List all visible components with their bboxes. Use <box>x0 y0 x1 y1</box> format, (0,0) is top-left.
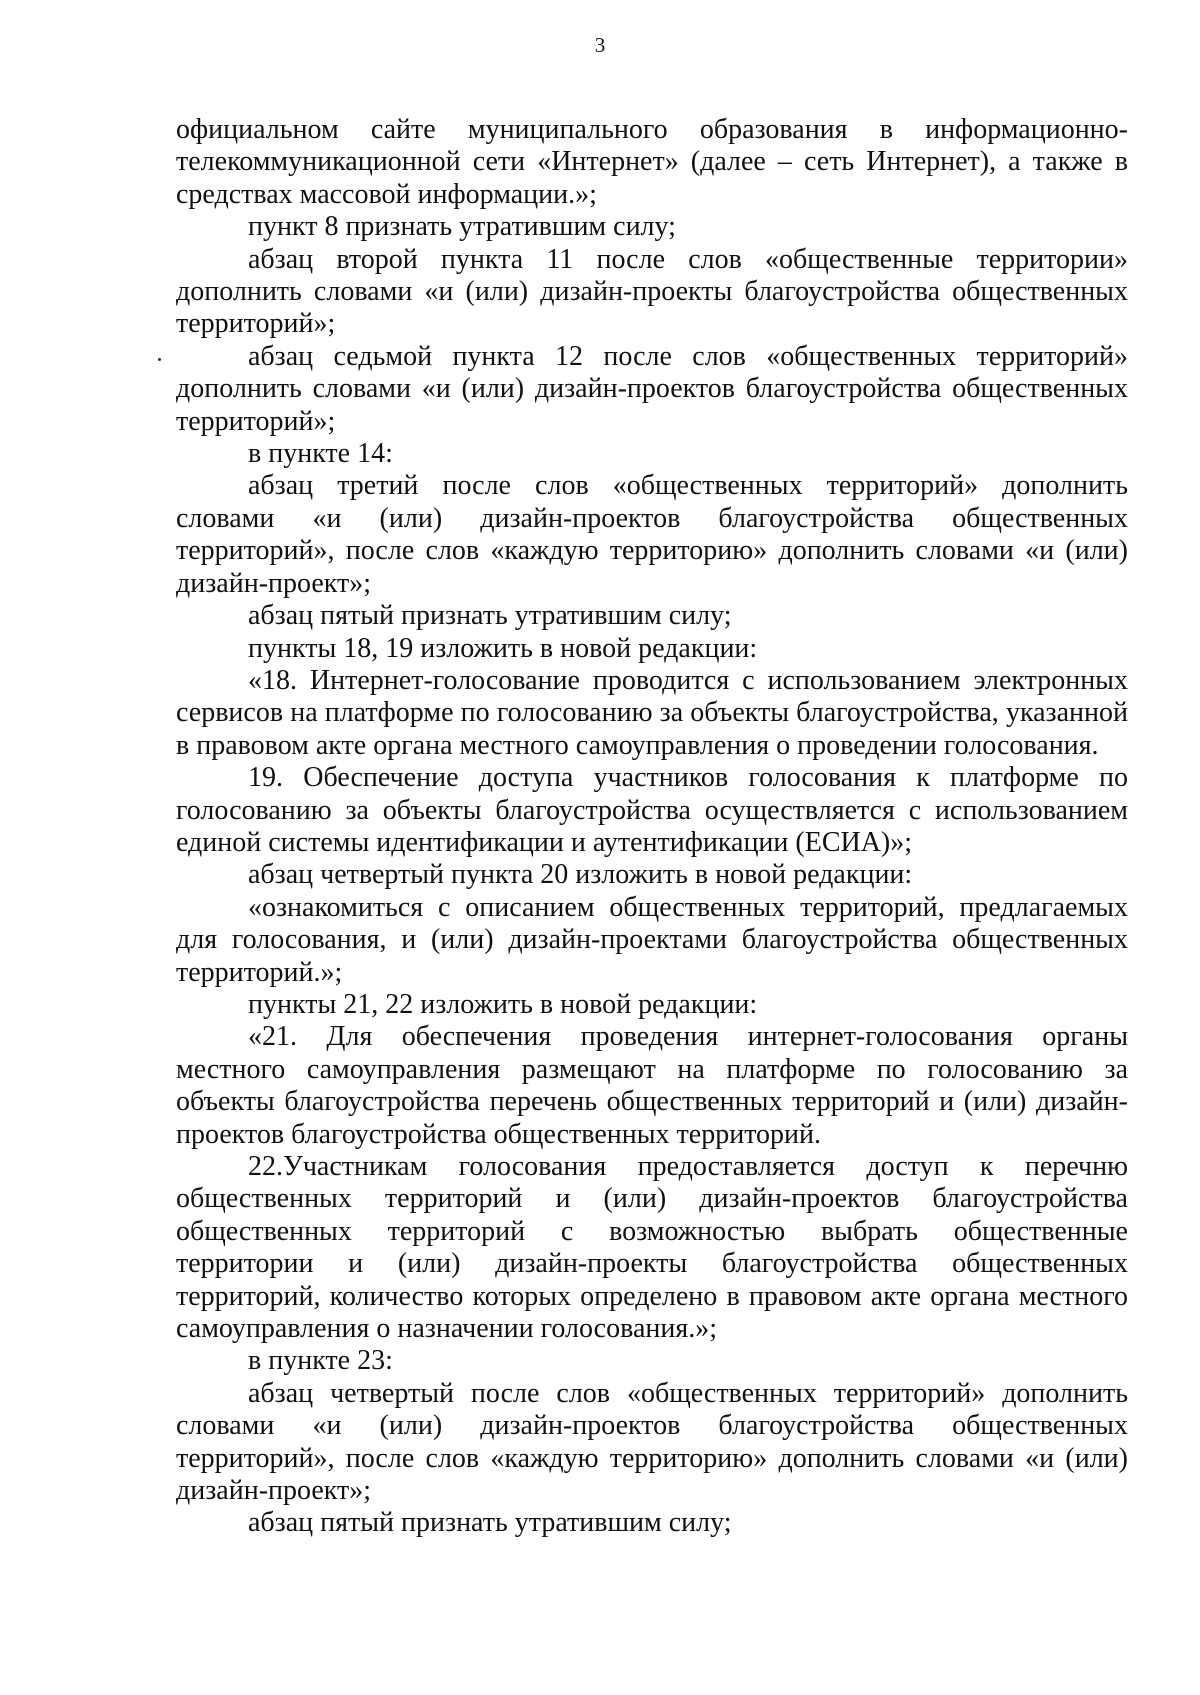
paragraph: «18. Интернет-голосование проводится с использованием электронных сервисов на платформе по голосованию за объекты благоустройства, указанной в правовом акте органа местного самоуправления о проведении голосования. <box>176 664 1128 761</box>
paragraph: абзац пятый признать утратившим силу; <box>248 600 732 632</box>
paragraph: абзац третий после слов «общественных территорий» дополнить словами «и (или) дизайн-проектов благоустройства общественных территорий», после слов «каждую территорию» дополнить словами «и (или) дизайн-проект»; <box>176 470 1128 599</box>
paragraph: абзац второй пункта 11 после слов «общественные территории» дополнить словами «и (или) дизайн-проекты благоустройства общественных территорий»; <box>176 243 1128 340</box>
paragraph: пункты 18, 19 изложить в новой редакции: <box>248 632 758 664</box>
paragraph: официальном сайте муниципального образования в информационно-телекоммуникационной сети «Интернет» (далее – сеть Интернет), а также в средствах массовой информации.»; <box>176 114 1128 210</box>
paragraph: абзац четвертый после слов «общественных территорий» дополнить словами «и (или) дизайн-проектов благоустройства общественных территорий», после слов «каждую территорию» дополнить словами «и (или) дизайн-проект»; <box>176 1377 1128 1507</box>
paragraph: «21. Для обеспечения проведения интернет-голосования органы местного самоуправления размещают на платформе по голосованию за объекты благоустройства перечень общественных территорий и (или) дизайн-проектов благоустройства общественных территорий. <box>176 1021 1128 1150</box>
margin-mark <box>158 358 161 361</box>
paragraph: абзац пятый признать утратившим силу; <box>248 1507 732 1539</box>
paragraph: в пункте 23: <box>248 1345 393 1377</box>
document-body <box>176 114 1128 1540</box>
paragraph: «ознакомиться с описанием общественных территорий, предлагаемых для голосования, и (или) дизайн-проектами благоустройства общественных территорий.»; <box>176 891 1128 988</box>
paragraph: абзац седьмой пункта 12 после слов «общественных территорий» дополнить словами «и (или) дизайн-проектов благоустройства общественных территорий»; <box>176 340 1128 437</box>
page-number: 3 <box>594 33 606 57</box>
paragraph: в пункте 14: <box>248 438 393 470</box>
paragraph: пункты 21, 22 изложить в новой редакции: <box>248 988 758 1020</box>
paragraph: 22.Участникам голосования предоставляется доступ к перечню общественных территорий и (или) дизайн-проектов благоустройства общественных территорий с возможностью выбрать общественные территории и (или) дизайн-проекты благоустройства общественных территорий, количество которых определено в правовом акте органа местного самоуправления о назначении голосования.»; <box>176 1151 1128 1345</box>
paragraph: пункт 8 признать утратившим силу; <box>248 211 676 243</box>
paragraph: абзац четвертый пункта 20 изложить в новой редакции: <box>248 859 913 891</box>
paragraph: 19. Обеспечение доступа участников голосования к платформе по голосованию за объекты благоустройства осуществляется с использованием единой системы идентификации и аутентификации (ЕСИА)»; <box>176 762 1128 858</box>
